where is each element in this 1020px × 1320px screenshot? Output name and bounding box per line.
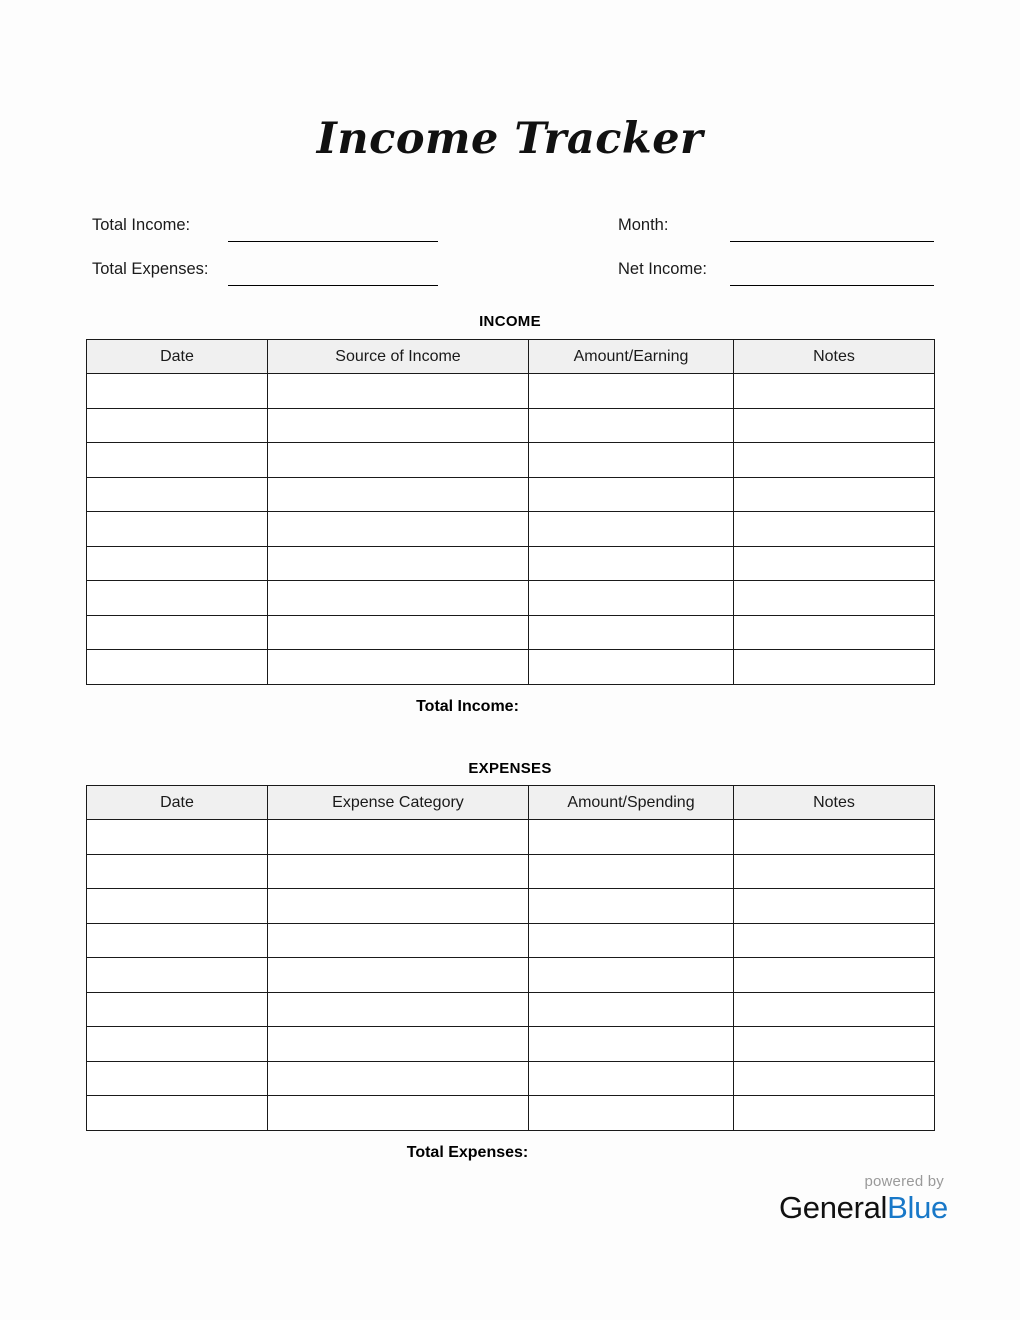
table-row — [87, 1027, 935, 1062]
income-cell-amount[interactable] — [529, 546, 734, 581]
expenses-cell-date[interactable] — [87, 1061, 268, 1096]
income-cell-source[interactable] — [268, 512, 529, 547]
expenses-cell-category[interactable] — [268, 1096, 529, 1131]
expenses-cell-date[interactable] — [87, 854, 268, 889]
page-title: Income Tracker — [316, 114, 704, 164]
expenses-table-body — [87, 820, 935, 1131]
field-month-input[interactable] — [730, 241, 934, 242]
expenses-cell-category[interactable] — [268, 1061, 529, 1096]
summary-fields — [0, 210, 1020, 288]
income-cell-amount[interactable] — [529, 408, 734, 443]
expenses-cell-notes[interactable] — [734, 1096, 935, 1131]
field-month-label: Month: — [618, 216, 669, 234]
income-column-header-source: Source of Income — [268, 340, 529, 374]
income-section-caption: INCOME — [479, 313, 541, 330]
expenses-cell-date[interactable] — [87, 820, 268, 855]
field-total-expenses-input[interactable] — [228, 285, 438, 286]
income-cell-notes[interactable] — [734, 374, 935, 409]
expenses-cell-category[interactable] — [268, 958, 529, 993]
expenses-cell-category[interactable] — [268, 1027, 529, 1062]
income-cell-source[interactable] — [268, 477, 529, 512]
income-cell-notes[interactable] — [734, 443, 935, 478]
expenses-cell-date[interactable] — [87, 992, 268, 1027]
income-cell-notes[interactable] — [734, 512, 935, 547]
table-row — [87, 958, 935, 993]
expenses-cell-amount[interactable] — [529, 1096, 734, 1131]
logo-powered-by-text: powered by — [864, 1173, 944, 1190]
table-row — [87, 650, 935, 685]
income-column-header-date: Date — [87, 340, 268, 374]
table-row — [87, 820, 935, 855]
income-cell-amount[interactable] — [529, 374, 734, 409]
expenses-cell-amount[interactable] — [529, 992, 734, 1027]
field-total-income-label: Total Income: — [92, 216, 191, 234]
expenses-section-caption: EXPENSES — [468, 760, 552, 777]
income-cell-date[interactable] — [87, 477, 268, 512]
expenses-cell-category[interactable] — [268, 992, 529, 1027]
expenses-table — [86, 785, 935, 1131]
income-cell-notes[interactable] — [734, 615, 935, 650]
income-cell-amount[interactable] — [529, 615, 734, 650]
income-cell-source[interactable] — [268, 650, 529, 685]
expenses-cell-category[interactable] — [268, 854, 529, 889]
income-column-header-notes: Notes — [734, 340, 935, 374]
expenses-cell-amount[interactable] — [529, 1027, 734, 1062]
expenses-cell-category[interactable] — [268, 889, 529, 924]
table-row — [87, 992, 935, 1027]
expenses-cell-amount[interactable] — [529, 854, 734, 889]
table-row — [87, 546, 935, 581]
table-row — [87, 581, 935, 616]
expenses-column-header-date: Date — [87, 786, 268, 820]
expenses-column-header-notes: Notes — [734, 786, 935, 820]
income-cell-source[interactable] — [268, 374, 529, 409]
expenses-cell-date[interactable] — [87, 958, 268, 993]
expenses-cell-amount[interactable] — [529, 889, 734, 924]
expenses-cell-notes[interactable] — [734, 992, 935, 1027]
income-cell-source[interactable] — [268, 408, 529, 443]
table-row — [87, 923, 935, 958]
income-cell-notes[interactable] — [734, 650, 935, 685]
expenses-cell-notes[interactable] — [734, 854, 935, 889]
table-row — [87, 477, 935, 512]
income-cell-date[interactable] — [87, 512, 268, 547]
table-row — [87, 374, 935, 409]
income-cell-amount[interactable] — [529, 443, 734, 478]
table-row — [87, 854, 935, 889]
expenses-cell-amount[interactable] — [529, 1061, 734, 1096]
income-table-body — [87, 374, 935, 685]
income-cell-date[interactable] — [87, 443, 268, 478]
income-table — [86, 339, 935, 685]
logo-wordmark-blue: Blue — [887, 1190, 948, 1225]
expenses-cell-category[interactable] — [268, 820, 529, 855]
expenses-column-header-amount: Amount/Spending — [529, 786, 734, 820]
table-row — [87, 889, 935, 924]
expenses-total-label: Total Expenses: — [406, 1144, 529, 1161]
expenses-cell-amount[interactable] — [529, 923, 734, 958]
income-cell-amount[interactable] — [529, 650, 734, 685]
expenses-cell-notes[interactable] — [734, 923, 935, 958]
income-cell-amount[interactable] — [529, 512, 734, 547]
field-total-expenses-label: Total Expenses: — [92, 260, 209, 278]
table-row — [87, 615, 935, 650]
income-cell-amount[interactable] — [529, 477, 734, 512]
expenses-cell-notes[interactable] — [734, 820, 935, 855]
table-row — [87, 1061, 935, 1096]
expenses-cell-notes[interactable] — [734, 958, 935, 993]
expenses-cell-date[interactable] — [87, 889, 268, 924]
generalblue-logo — [748, 1174, 948, 1223]
expenses-cell-category[interactable] — [268, 923, 529, 958]
logo-wordmark-general: General — [778, 1190, 888, 1225]
expenses-table-header-row — [87, 786, 935, 820]
expenses-cell-notes[interactable] — [734, 1027, 935, 1062]
expenses-cell-amount[interactable] — [529, 958, 734, 993]
field-net-income — [618, 258, 938, 288]
income-cell-date[interactable] — [87, 581, 268, 616]
income-cell-date[interactable] — [87, 374, 268, 409]
income-table-header-row — [87, 340, 935, 374]
table-row — [87, 1096, 935, 1131]
field-net-income-label: Net Income: — [618, 260, 707, 278]
field-total-expenses — [92, 258, 442, 288]
income-cell-notes[interactable] — [734, 408, 935, 443]
income-cell-date[interactable] — [87, 615, 268, 650]
income-column-header-amount: Amount/Earning — [529, 340, 734, 374]
income-cell-source[interactable] — [268, 443, 529, 478]
expenses-cell-date[interactable] — [87, 1027, 268, 1062]
expenses-column-header-category: Expense Category — [268, 786, 529, 820]
field-total-income — [92, 214, 442, 244]
income-cell-date[interactable] — [87, 650, 268, 685]
expenses-cell-notes[interactable] — [734, 1061, 935, 1096]
expenses-cell-date[interactable] — [87, 923, 268, 958]
income-cell-source[interactable] — [268, 581, 529, 616]
income-total-label: Total Income: — [416, 698, 519, 715]
income-cell-notes[interactable] — [734, 546, 935, 581]
table-row — [87, 443, 935, 478]
field-total-income-input[interactable] — [228, 241, 438, 242]
income-cell-source[interactable] — [268, 546, 529, 581]
income-cell-notes[interactable] — [734, 581, 935, 616]
table-row — [87, 408, 935, 443]
expenses-cell-date[interactable] — [87, 1096, 268, 1131]
field-month — [618, 214, 938, 244]
income-cell-notes[interactable] — [734, 477, 935, 512]
income-cell-date[interactable] — [87, 408, 268, 443]
table-row — [87, 512, 935, 547]
expenses-cell-amount[interactable] — [529, 820, 734, 855]
expenses-cell-notes[interactable] — [734, 889, 935, 924]
income-cell-amount[interactable] — [529, 581, 734, 616]
income-cell-source[interactable] — [268, 615, 529, 650]
logo-wordmark — [779, 1190, 948, 1225]
field-net-income-input[interactable] — [730, 285, 934, 286]
income-cell-date[interactable] — [87, 546, 268, 581]
